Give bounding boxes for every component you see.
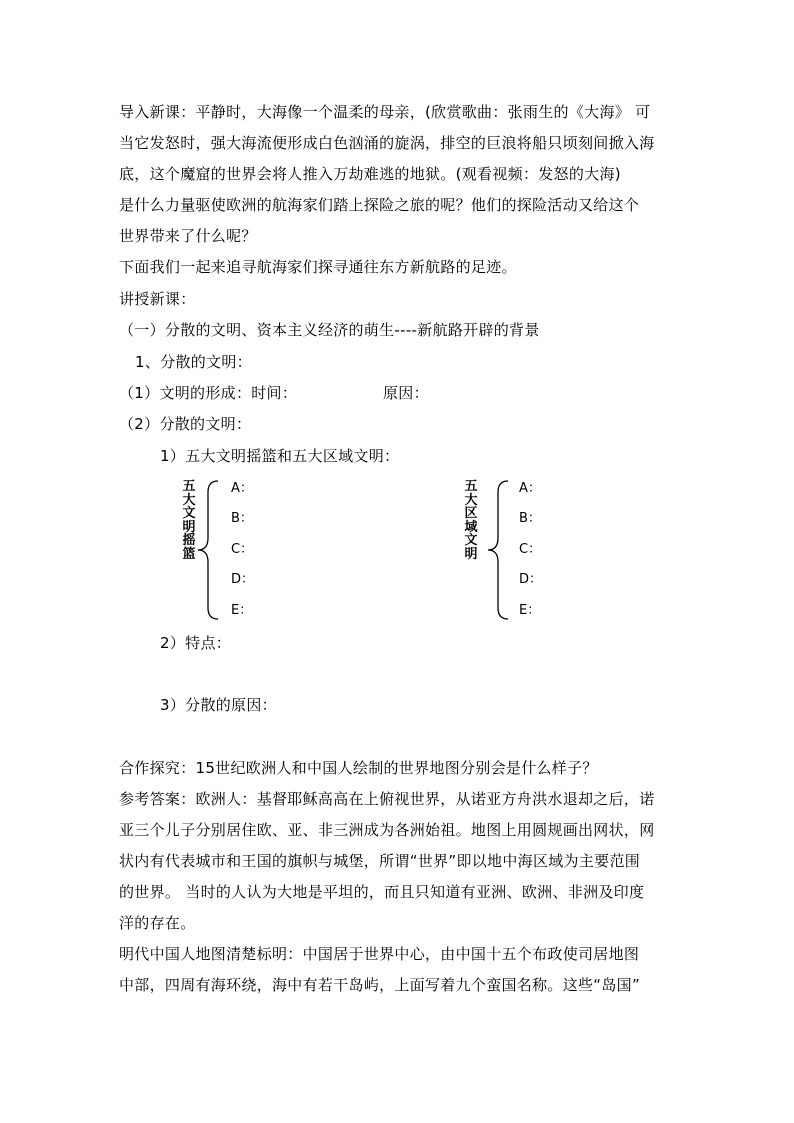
brace-right-title: 五大区域文明 — [464, 479, 478, 562]
question-2: （2）分散的文明： — [119, 415, 252, 433]
brace-left-title: 五大文明摇篮 — [182, 479, 196, 562]
right-item-d: D： — [519, 572, 543, 587]
right-item-c: C： — [519, 542, 542, 557]
point-3: 3）分散的原因： — [160, 696, 277, 714]
answer-line-2: 亚三个儿子分别居住欧、亚、非三洲成为各洲始祖。地图上用圆规画出网状，网 — [119, 821, 655, 839]
left-item-a: A： — [231, 481, 253, 496]
left-item-c: C： — [231, 542, 254, 557]
section-1-title: （一）分散的文明、资本主义经济的萌生----新航路开辟的背景 — [119, 321, 540, 339]
left-brace-icon — [196, 480, 220, 620]
intro-line-6: 下面我们一起来追寻航海家们探寻通往东方新航路的足迹。 — [119, 258, 517, 276]
point-2: 2）特点： — [160, 634, 232, 652]
answer-line-1: 参考答案：欧洲人：基督耶稣高高在上俯视世界，从诺亚方舟洪水退却之后，诺 — [119, 790, 655, 808]
answer-line-4: 的世界。 当时的人认为大地是平坦的，而且只知道有亚洲、欧洲、非洲及印度 — [119, 883, 645, 901]
answer-line-5: 洋的存在。 — [119, 914, 196, 932]
lesson-heading: 讲授新课： — [119, 290, 196, 308]
answer-line-7: 中部，四周有海环绕，海中有若干岛屿，上面写着九个蛮国名称。这些“岛国” — [119, 976, 641, 994]
explore-question: 合作探究：15世纪欧洲人和中国人绘制的世界地图分别会是什么样子？ — [119, 759, 598, 777]
right-brace-icon — [486, 480, 510, 620]
left-item-d: D： — [231, 572, 255, 587]
answer-line-6: 明代中国人地图清楚标明：中国居于世界中心，由中国十五个布政使司居地图 — [119, 945, 640, 963]
intro-line-4: 是什么力量驱使欧洲的航海家们踏上探险之旅的呢？他们的探险活动又给这个 — [119, 196, 640, 214]
left-item-e: E： — [231, 603, 253, 618]
intro-line-3: 底，这个魔窟的世界会将人推入万劫难逃的地狱。(观看视频：发怒的大海) — [119, 165, 621, 183]
right-item-a: A： — [519, 481, 541, 496]
intro-line-5: 世界带来了什么呢？ — [119, 227, 257, 245]
question-1-reason: 原因： — [383, 384, 429, 402]
right-item-e: E： — [519, 603, 541, 618]
point-1: 1）五大文明摇篮和五大区域文明： — [160, 447, 400, 465]
intro-line-1: 导入新课：平静时，大海像一个温柔的母亲，(欣赏歌曲：张雨生的《大海》 可 — [119, 103, 651, 121]
question-1-label: （1）文明的形成：时间： — [119, 384, 298, 402]
left-item-b: B： — [231, 511, 253, 526]
subsection-1: 1、分散的文明： — [135, 353, 252, 371]
intro-line-2: 当它发怒时，强大海流便形成白色汹涌的旋涡，排空的巨浪将船只顷刻间掀入海 — [119, 134, 655, 152]
right-item-b: B： — [519, 511, 541, 526]
answer-line-3: 状内有代表城市和王国的旗帜与城堡，所谓“世界”即以地中海区域为主要范围 — [119, 852, 641, 870]
